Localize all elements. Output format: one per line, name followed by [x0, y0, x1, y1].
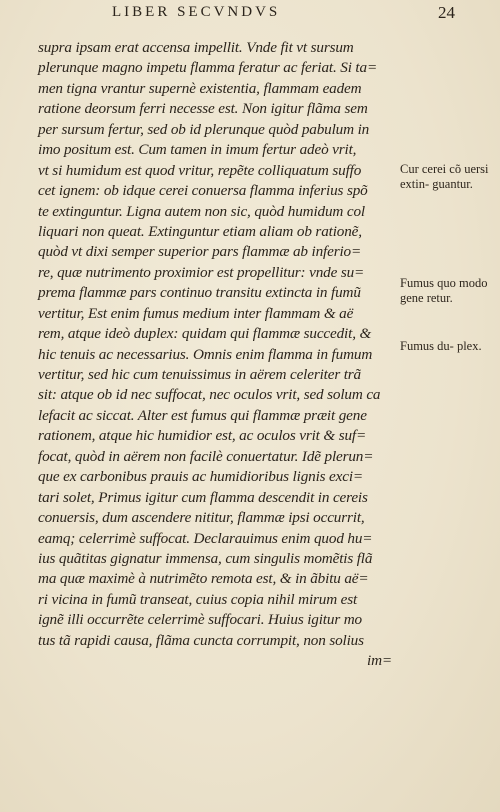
text-line: prema flammæ pars continuo transitu extincta in fumũ [38, 284, 361, 302]
running-head: LIBER SECVNDVS [112, 4, 281, 20]
text-line: ratione deorsum ferri necesse est. Non igitur flãma sem [38, 100, 368, 118]
text-line: cet ignem: ob idque cerei conuersa flamma inferius spõ [38, 182, 368, 200]
text-line: ignẽ illi occurrẽte celerrimè suffocari. Huius igitur mo [38, 611, 362, 629]
text-line: ma quæ maximè à nutrimẽto remota est, & in ãbitu aë= [38, 570, 369, 588]
text-line: tari solet, Primus igitur cum flamma descendit in cereis [38, 488, 368, 506]
text-line: re, quæ nutrimento proximior est propellitur: vnde su= [38, 263, 365, 281]
text-line: vertitur, sed hic cum tenuissimus in aërem celeriter trã [38, 366, 361, 383]
text-line: vertitur, Est enim fumus medium inter flammam & aë [38, 304, 354, 322]
text-line: rem, atque ideò duplex: quidam qui flammæ succedit, & [38, 325, 372, 343]
text-line: plerunque magno impetu flamma feratur ac feriat. Si ta= [38, 59, 378, 77]
text-line: ius quãtitas gignatur immensa, cum singulis momẽtis flã [38, 549, 373, 567]
text-line: quòd vt dixi semper superior pars flammæ ab inferio= [38, 243, 362, 261]
text-line: eamq; celerrimè suffocat. Declarauimus enim quod hu= [38, 529, 373, 547]
page-number: 24 [438, 3, 455, 22]
text-line: sit: atque ob id nec suffocat, nec oculos vrit, sed solum ca [38, 386, 381, 404]
text-line: imo positum est. Cum tamen in imum fertur adeò vrit, [38, 141, 357, 159]
text-line: liquari non queat. Extinguntur etiam aliam ob rationẽ, [38, 222, 362, 240]
marginal-note: Fumus quo modo gene retur. [400, 276, 488, 305]
marginal-note: Fumus du- plex. [400, 339, 482, 353]
text-line: per sursum fertur, sed ob id plerunque quòd pabulum in [38, 120, 370, 138]
text-line: men tigna vrantur supernè existentia, flammam eadem [38, 79, 362, 97]
text-line: ri vicina in fumũ transeat, cuius copia nihil mirum est [38, 590, 358, 608]
text-line: rationem, atque hic humidior est, ac oculos vrit & suf= [38, 427, 367, 445]
text-line: tus tã rapidi causa, flãma cuncta corrumpit, non solius [38, 631, 364, 649]
text-line: supra ipsam erat accensa impellit. Vnde fit vt sursum [38, 39, 354, 56]
text-line: que ex carbonibus prauis ac humidioribus lignis exci= [38, 468, 363, 486]
marginal-note: Cur cerei cõ uersi extin- guantur. [400, 162, 489, 191]
text-line: hic tenuis ac necessarius. Omnis enim flamma in fumum [38, 345, 373, 363]
body-text [38, 38, 398, 672]
text-line: conuersis, dum ascendere nititur, flammæ ipsi occurrit, [38, 509, 365, 527]
text-line: te extinguntur. Ligna autem non sic, quòd humidum col [38, 202, 365, 220]
text-line: focat, quòd in aërem non facilè conuertatur. Idẽ plerun= [38, 447, 374, 465]
text-line: lefacit ac siccat. Alter est fumus qui flammæ præit gene [38, 406, 367, 424]
catchword: im= [367, 652, 392, 670]
text-line: vt si humidum est quod vritur, repẽte colliquatum suffo [38, 161, 362, 179]
